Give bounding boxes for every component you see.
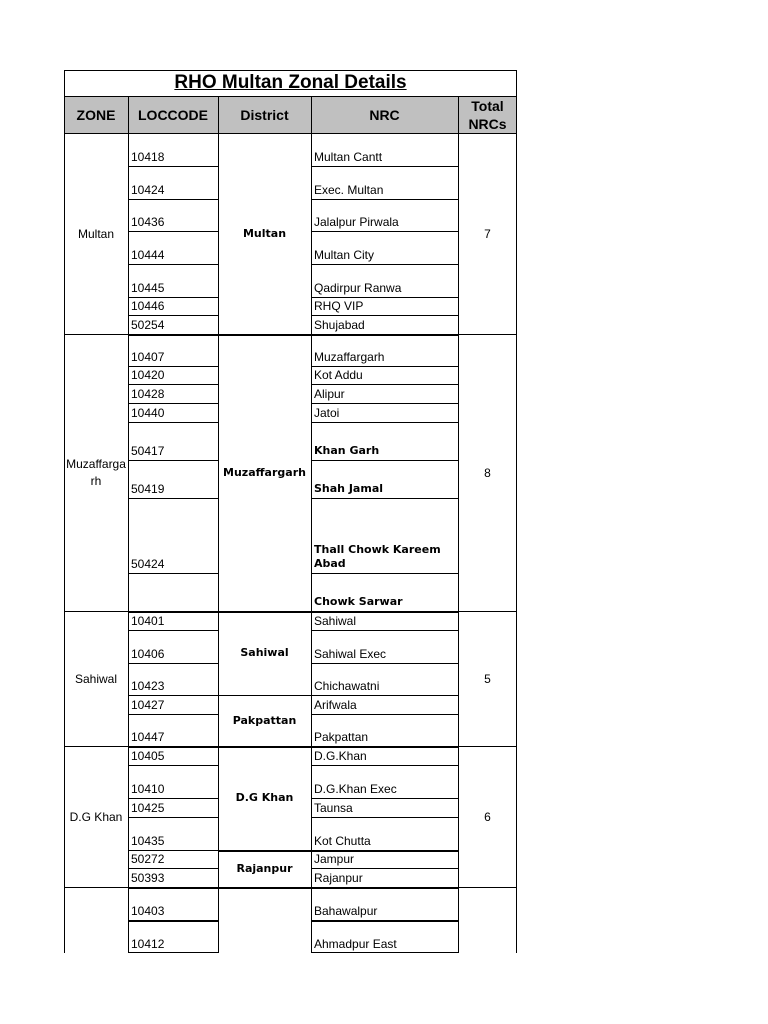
loccode-cell: 50424	[131, 557, 165, 571]
nrc-cell: Kot Addu	[314, 368, 363, 382]
grid-line	[128, 166, 218, 167]
loccode-cell: 10440	[131, 406, 165, 420]
grid-line	[128, 460, 218, 461]
grid-line	[311, 422, 458, 423]
grid-line	[128, 498, 218, 499]
nrc-cell: Chichawatni	[314, 679, 380, 693]
loccode-cell: 10427	[131, 698, 165, 712]
nrc-cell: Jatoi	[314, 406, 340, 420]
nrc-cell: Pakpattan	[314, 730, 369, 744]
grid-line	[128, 765, 218, 766]
nrc-cell: Alipur	[314, 387, 345, 401]
grid-line	[311, 573, 458, 574]
grid-line	[218, 887, 311, 888]
grid-line	[128, 850, 218, 851]
loccode-cell: 10425	[131, 801, 165, 815]
grid-line	[311, 952, 458, 953]
loccode-cell: 10420	[131, 368, 165, 382]
district-cell: Sahiwal	[240, 646, 289, 659]
district-cell: Pakpattan	[232, 713, 297, 727]
grid-line	[64, 96, 517, 97]
loccode-cell: 10418	[131, 150, 165, 164]
loccode-cell: 10401	[131, 614, 165, 628]
district-cell: Multan	[242, 226, 287, 240]
loccode-cell: 50417	[131, 444, 165, 458]
nrc-cell: Shah Jamal	[314, 482, 384, 495]
grid-line	[311, 868, 458, 869]
loccode-cell	[128, 573, 218, 611]
loccode-cell: 50419	[131, 482, 165, 496]
grid-line	[311, 166, 458, 167]
nrc-cell: Qadirpur Ranwa	[314, 281, 402, 295]
nrc-cell: Exec. Multan	[314, 183, 384, 197]
nrc-cell: Jalalpur Pirwala	[314, 215, 399, 229]
grid-line	[311, 798, 458, 799]
total-nrcs-cell	[458, 887, 517, 953]
header-total: Total NRCs	[458, 96, 517, 133]
grid-line	[128, 315, 218, 316]
nrc-cell: D.G.Khan Exec	[314, 782, 397, 796]
grid-line	[64, 611, 128, 612]
grid-line	[218, 96, 219, 953]
nrc-cell: Arifwala	[314, 698, 357, 712]
grid-line	[64, 70, 65, 953]
grid-line	[311, 695, 458, 696]
grid-line	[311, 498, 458, 499]
grid-line	[311, 403, 458, 404]
grid-line	[64, 70, 517, 71]
loccode-cell: 50254	[131, 318, 165, 332]
loccode-cell: 10445	[131, 281, 165, 295]
grid-line	[311, 297, 458, 298]
district-cell: Rajanpur	[236, 861, 293, 875]
total-nrcs-cell: 7	[484, 226, 491, 241]
loccode-cell: 10412	[131, 937, 165, 951]
grid-line	[128, 714, 218, 715]
grid-line	[458, 96, 459, 953]
district-cell	[218, 887, 311, 953]
loccode-cell: 10435	[131, 834, 165, 848]
nrc-cell: Sahiwal Exec	[314, 647, 387, 661]
grid-line	[128, 231, 218, 232]
nrc-cell: RHQ VIP	[314, 299, 364, 313]
grid-line	[311, 366, 458, 367]
loccode-cell: 50272	[131, 852, 165, 866]
zone-cell: Multan	[77, 226, 115, 241]
nrc-cell: Taunsa	[314, 801, 353, 815]
nrc-cell: Rajanpur	[314, 871, 363, 885]
header-zone: ZONE	[64, 96, 128, 133]
grid-line	[311, 460, 458, 461]
grid-line	[128, 695, 218, 696]
nrc-cell: Sahiwal	[314, 614, 357, 628]
loccode-cell: 10444	[131, 248, 165, 262]
grid-line	[128, 630, 218, 631]
loccode-cell: 10407	[131, 350, 165, 364]
nrc-cell: Bahawalpur	[314, 904, 378, 918]
loccode-cell: 50393	[131, 871, 165, 885]
sheet-title: RHO Multan Zonal Details	[174, 72, 407, 93]
nrc-cell: Kot Chutta	[314, 834, 371, 848]
grid-line	[128, 573, 218, 574]
grid-line	[128, 920, 218, 922]
district-cell: Muzaffargarh	[223, 465, 306, 479]
grid-line	[128, 264, 218, 265]
grid-line	[128, 403, 218, 404]
grid-line	[128, 952, 218, 953]
grid-line	[311, 315, 458, 316]
grid-line	[64, 133, 517, 134]
grid-line	[458, 887, 517, 888]
nrc-cell: Thall Chowk Kareem Abad	[314, 543, 441, 570]
grid-line	[218, 850, 458, 852]
loccode-cell: 10428	[131, 387, 165, 401]
nrc-cell: Chowk Sarwar	[314, 595, 403, 608]
grid-line	[218, 334, 311, 335]
loccode-cell: 10447	[131, 730, 165, 744]
grid-line	[64, 887, 128, 888]
loccode-cell: 10423	[131, 679, 165, 693]
nrc-cell: D.G.Khan	[314, 749, 367, 763]
grid-line	[128, 384, 218, 385]
grid-line	[311, 765, 458, 766]
grid-line	[311, 630, 458, 631]
grid-line	[64, 334, 128, 335]
loccode-cell: 10403	[131, 904, 165, 918]
zone-cell: Muzaffargarh	[66, 456, 126, 488]
zone-cell	[64, 887, 128, 953]
grid-line	[218, 746, 311, 747]
grid-line	[458, 611, 517, 612]
loccode-cell: 10436	[131, 215, 165, 229]
nrc-cell: Ahmadpur East	[314, 937, 397, 951]
district-cell: D.G Khan	[235, 791, 294, 804]
loccode-cell: 10406	[131, 647, 165, 661]
header-loccode: LOCCODE	[128, 96, 218, 133]
grid-line	[458, 746, 517, 747]
grid-line	[64, 746, 128, 747]
loccode-cell: 10446	[131, 299, 165, 313]
header-nrc: NRC	[311, 96, 458, 133]
grid-line	[128, 868, 218, 869]
loccode-cell: 10410	[131, 782, 165, 796]
grid-line	[218, 611, 311, 612]
nrc-cell: Khan Garh	[314, 444, 380, 457]
zone-cell: Sahiwal	[74, 671, 118, 686]
grid-line	[311, 264, 458, 265]
zone-cell: D.G Khan	[69, 809, 123, 824]
nrc-cell: Multan Cantt	[314, 150, 383, 164]
total-nrcs-cell: 6	[484, 809, 491, 824]
grid-line	[311, 714, 458, 715]
grid-line	[458, 334, 517, 335]
grid-line	[128, 817, 218, 818]
grid-line	[128, 422, 218, 423]
grid-line	[128, 663, 218, 664]
grid-line	[128, 366, 218, 367]
loccode-cell: 10405	[131, 749, 165, 763]
grid-line	[311, 663, 458, 664]
grid-line	[311, 96, 312, 953]
grid-line	[311, 920, 458, 922]
header-district: District	[218, 96, 311, 133]
grid-line	[218, 695, 311, 696]
grid-line	[128, 798, 218, 799]
grid-line	[311, 231, 458, 232]
grid-line	[311, 384, 458, 385]
nrc-cell: Multan City	[314, 248, 375, 262]
total-nrcs-cell: 5	[484, 671, 491, 686]
total-nrcs-cell: 8	[484, 465, 491, 480]
grid-line	[516, 70, 517, 953]
loccode-cell: 10424	[131, 183, 165, 197]
grid-line	[311, 817, 458, 818]
nrc-cell: Jampur	[314, 852, 355, 866]
nrc-cell: Shujabad	[314, 318, 365, 332]
grid-line	[128, 297, 218, 298]
grid-line	[128, 96, 129, 953]
grid-line	[311, 199, 458, 200]
nrc-cell: Muzaffargarh	[314, 350, 385, 364]
grid-line	[128, 199, 218, 200]
